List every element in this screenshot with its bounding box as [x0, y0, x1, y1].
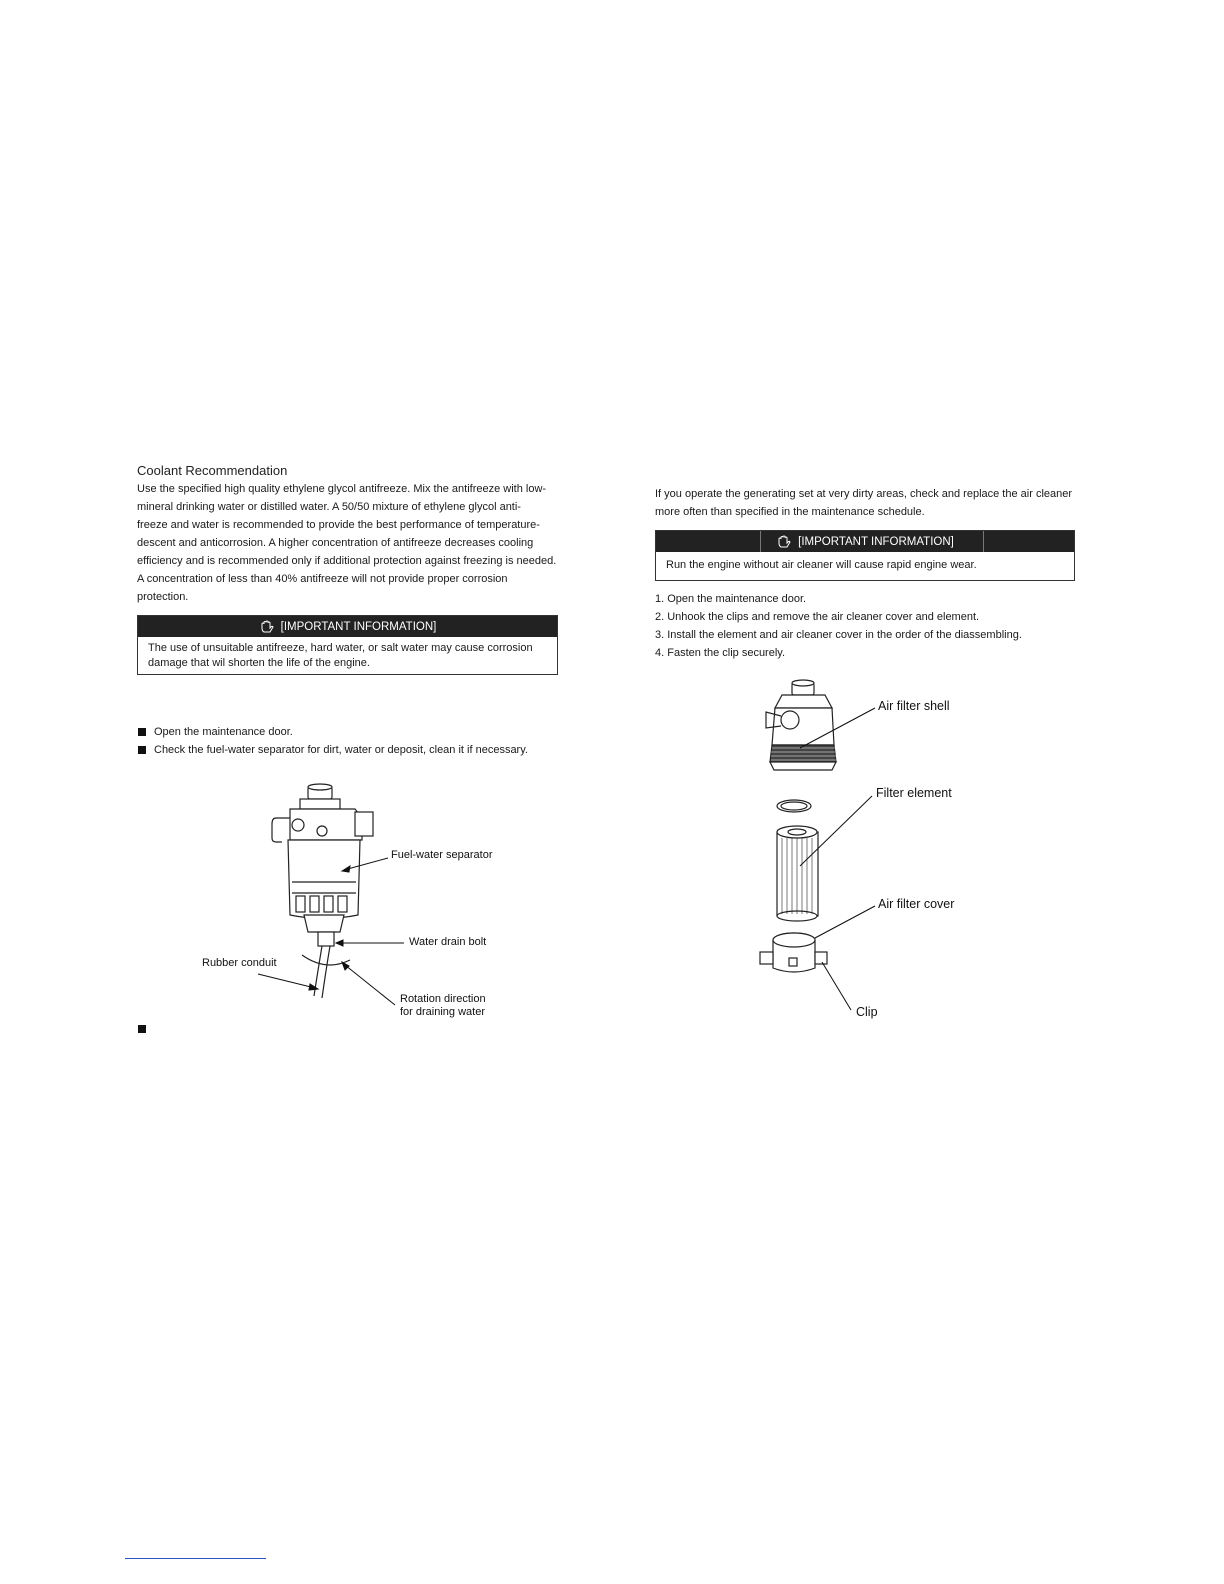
coolant-line: Use the specified high quality ethylene glycol antifreeze. Mix the antifreeze with low- — [137, 483, 547, 495]
label-fuel-water-separator: Fuel-water separator — [391, 849, 493, 861]
coolant-heading: Coolant Recommendation — [137, 463, 288, 478]
label-water-drain-bolt: Water drain bolt — [409, 936, 487, 948]
important-info-title: [IMPORTANT INFORMATION] — [798, 535, 954, 548]
air-cleaner-intro — [655, 485, 1080, 521]
bullet-text: Check the fuel-water separator for dirt, water or deposit, clean it if necessary. — [154, 744, 528, 756]
footnote-rule — [125, 1558, 266, 1559]
info-line: damage that wil shorten the life of the engine. — [148, 657, 370, 669]
square-bullet-icon — [138, 746, 146, 754]
square-bullet-icon — [138, 1025, 146, 1033]
coolant-line: descent and anticorrosion. A higher concentration of antifreeze decreases cooling — [137, 537, 534, 549]
step-item: 2. Unhook the clips and remove the air cleaner cover and element. — [655, 611, 980, 623]
label-clip: Clip — [856, 1005, 878, 1019]
coolant-paragraph — [137, 480, 557, 606]
intro-line: If you operate the generating set at very dirty areas, check and replace the air cleaner — [655, 488, 1073, 500]
important-info-box-left — [137, 615, 558, 675]
important-info-header — [656, 531, 1074, 552]
important-info-body: Run the engine without air cleaner will cause rapid engine wear. — [666, 559, 977, 571]
important-info-body — [138, 637, 557, 675]
intro-line: more often than specified in the maintenance schedule. — [655, 506, 925, 518]
step-item: 4. Fasten the clip securely. — [655, 647, 786, 659]
bullet-open-door — [138, 726, 293, 738]
info-line: The use of unsuitable antifreeze, hard water, or salt water may cause corrosion — [148, 642, 533, 654]
coolant-line: efficiency and is recommended only if additional protection against freezing is needed. — [137, 555, 557, 567]
bullet-text: Open the maintenance door. — [154, 726, 293, 738]
label-rubber-conduit: Rubber conduit — [202, 957, 277, 969]
coolant-line: mineral drinking water or distilled water. A 50/50 mixture of ethylene glycol anti- — [137, 501, 521, 513]
coolant-line: freeze and water is recommended to provide the best performance of temperature- — [137, 519, 540, 531]
important-info-box-right — [655, 530, 1075, 581]
coolant-line: A concentration of less than 40% antifreeze will not provide proper corrosion — [137, 573, 508, 585]
label-filter-element: Filter element — [876, 786, 952, 800]
label-air-filter-cover: Air filter cover — [878, 897, 955, 911]
hand-icon — [259, 620, 275, 634]
step-item: 1. Open the maintenance door. — [655, 593, 807, 605]
hand-icon — [776, 535, 792, 549]
label-air-filter-shell: Air filter shell — [878, 699, 950, 713]
important-info-title: [IMPORTANT INFORMATION] — [280, 620, 437, 633]
square-bullet-icon — [138, 728, 146, 736]
step-item: 3. Install the element and air cleaner cover in the order of the diassembling. — [655, 629, 1022, 641]
bullet-check-separator — [138, 744, 528, 756]
coolant-line: protection. — [137, 591, 189, 603]
label-rotation-direction: Rotation direction — [400, 993, 486, 1005]
important-info-header — [138, 616, 557, 637]
maintenance-steps — [655, 590, 1022, 662]
label-for-draining-water: for draining water — [400, 1006, 485, 1018]
